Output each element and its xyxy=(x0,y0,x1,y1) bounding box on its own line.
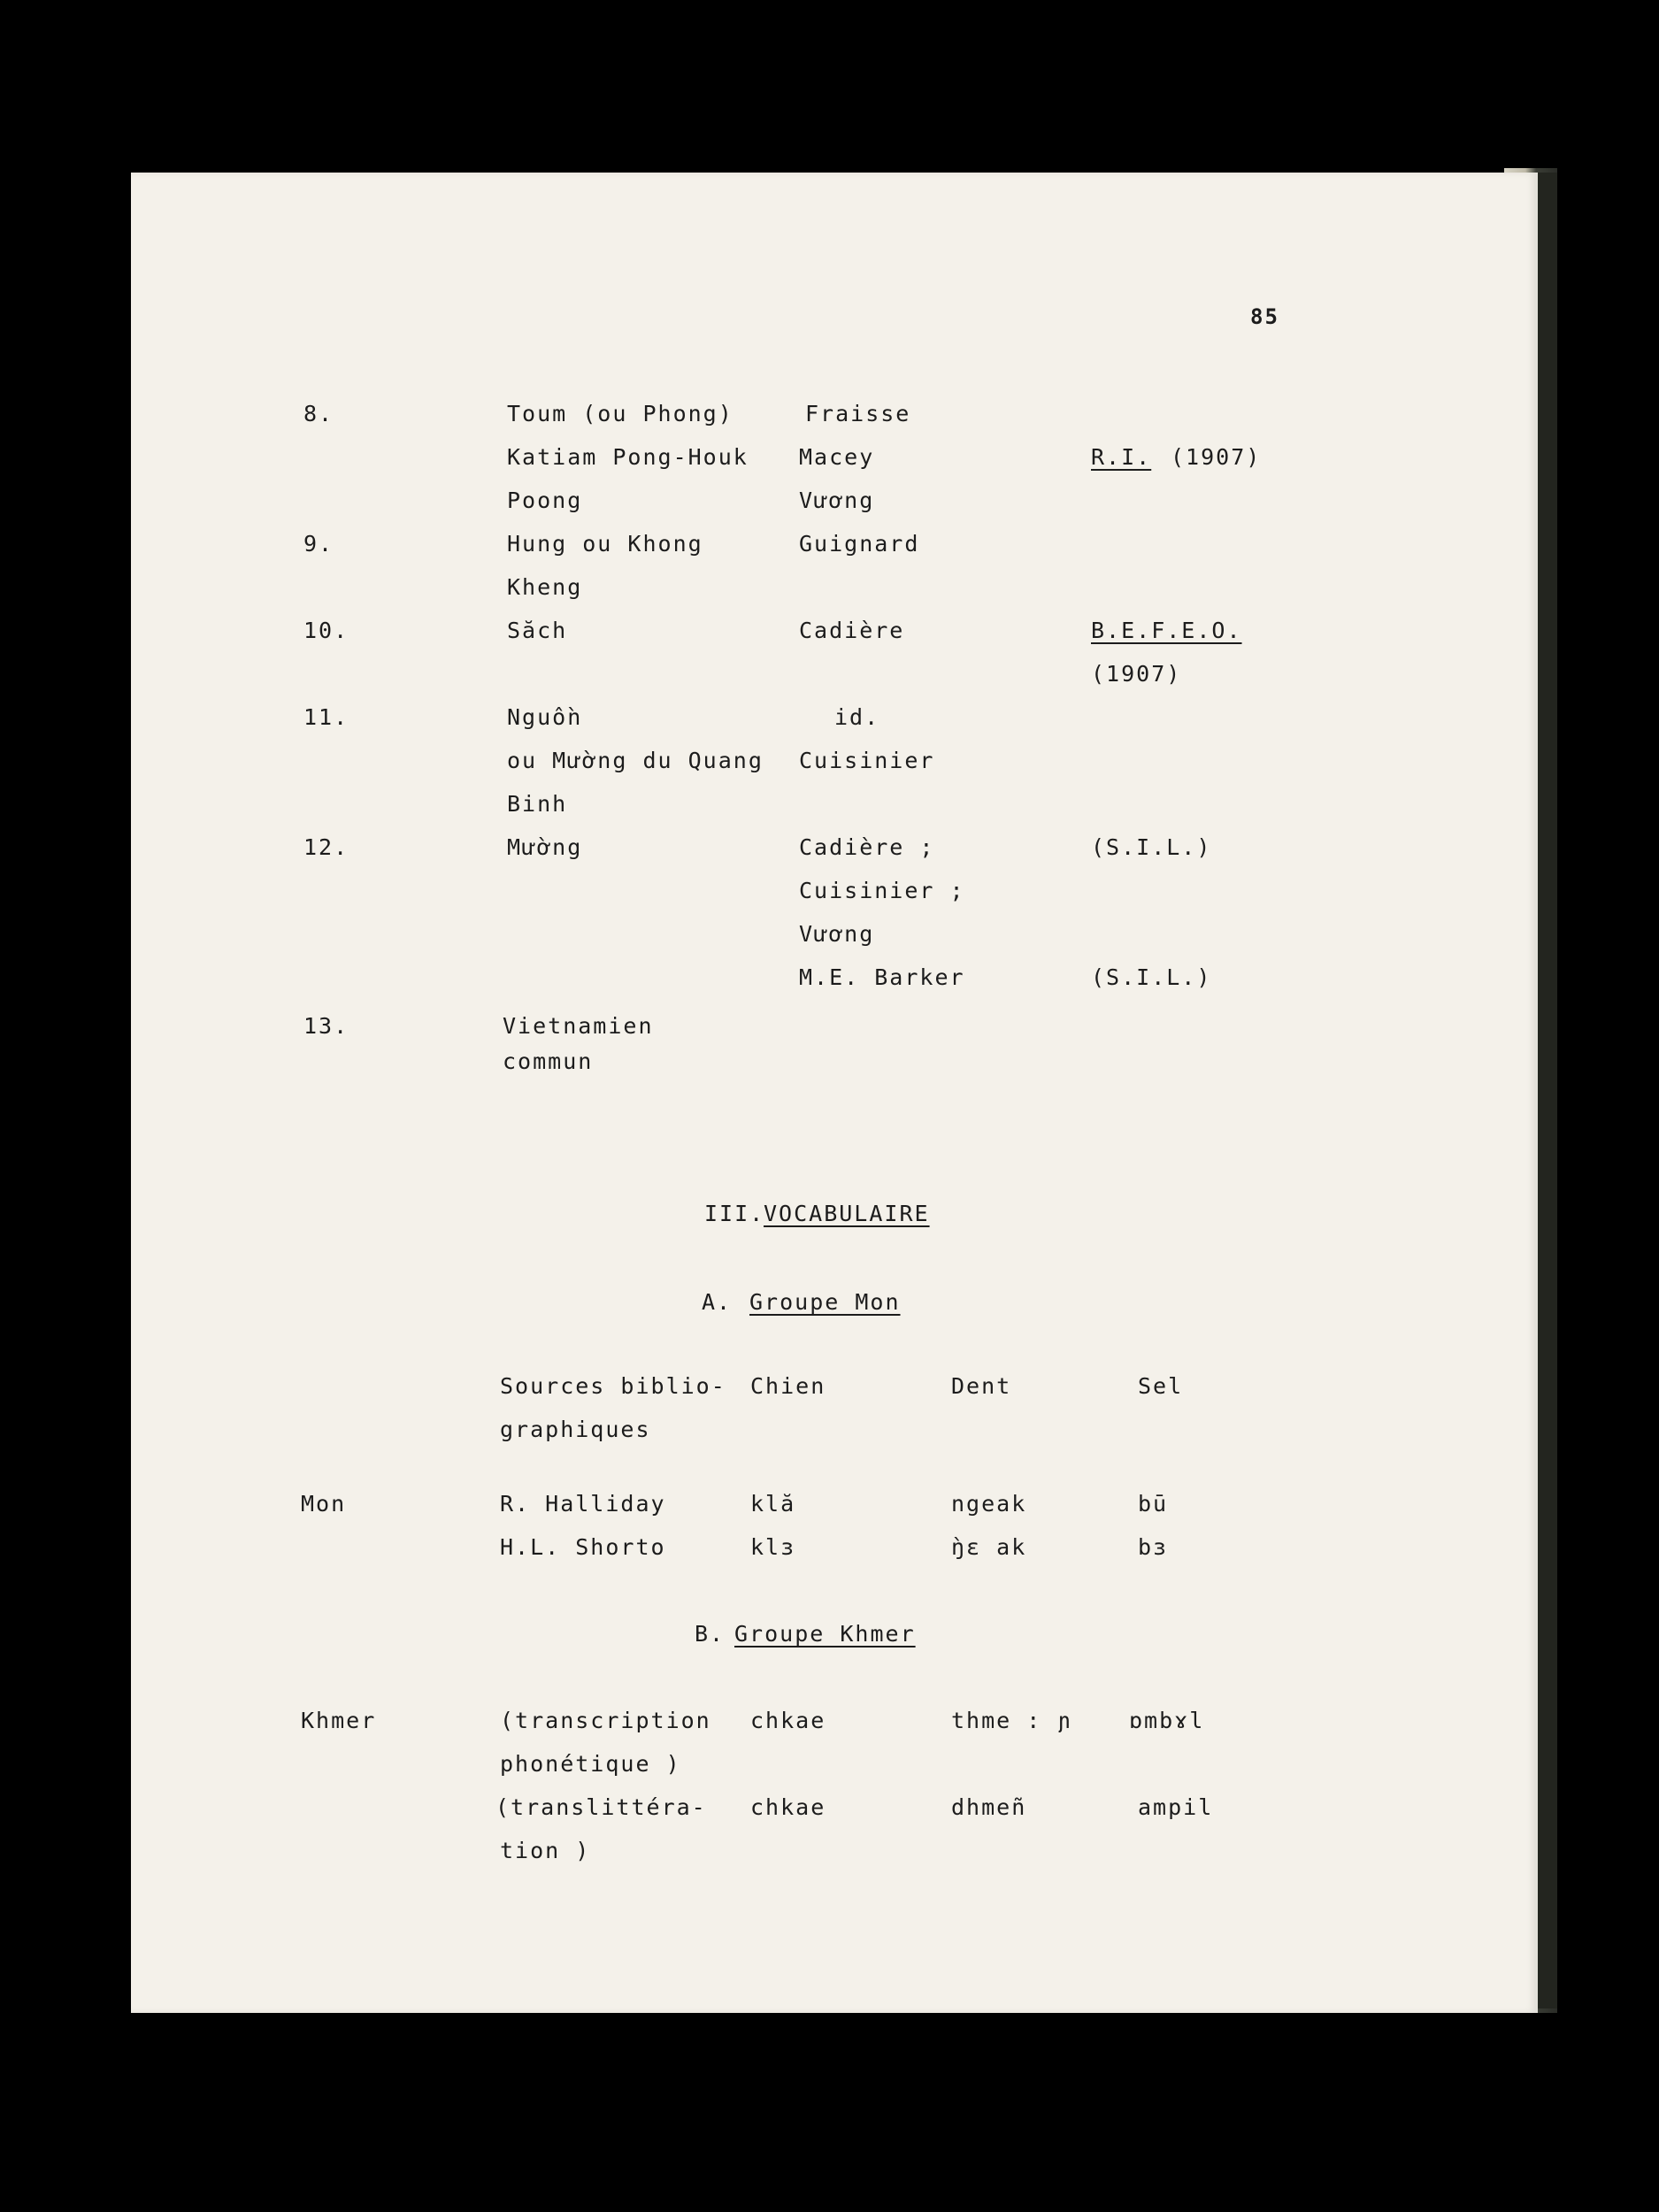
entry-language: commun xyxy=(503,1048,594,1074)
section-prefix: III. xyxy=(704,1201,765,1226)
table-row-sel: ampil xyxy=(1138,1794,1214,1820)
table-row-source: (transcription xyxy=(500,1708,711,1733)
entry-number: 10. xyxy=(303,618,349,643)
entry-number: 11. xyxy=(303,704,349,730)
page-number: 85 xyxy=(1250,304,1279,329)
table-row-source: R. Halliday xyxy=(500,1491,666,1517)
subsection-prefix: A. xyxy=(702,1289,733,1315)
subsection-title: Groupe Khmer xyxy=(734,1621,916,1647)
header-dent: Dent xyxy=(951,1373,1012,1399)
table-row-chien: chkae xyxy=(750,1794,826,1820)
table-row-sel: bɜ xyxy=(1138,1534,1169,1560)
entry-reference: (S.I.L.) xyxy=(1091,964,1212,990)
entry-source: Cuisinier ; xyxy=(799,878,965,903)
table-row-chien: klɜ xyxy=(750,1534,796,1560)
entry-language: Vietnamien xyxy=(503,1013,654,1039)
entry-number: 9. xyxy=(303,531,334,557)
table-row-chien: klă xyxy=(750,1491,796,1517)
entry-source: M.E. Barker xyxy=(799,964,965,990)
table-row-dent: dhmeñ xyxy=(951,1794,1027,1820)
entry-language: ou Mường du Quang xyxy=(507,748,764,773)
entry-language: Mường xyxy=(507,834,583,860)
table-row-source: (translittéra- xyxy=(495,1794,707,1820)
entry-number: 13. xyxy=(303,1013,349,1039)
entry-source: id. xyxy=(834,704,880,730)
entry-language: Katiam Pong-Houk xyxy=(507,444,749,470)
entry-source: Cadière ; xyxy=(799,834,935,860)
entry-reference-year: (1907) xyxy=(1171,444,1262,470)
table-row-source: tion ) xyxy=(500,1838,591,1863)
table-row-source: phonétique ) xyxy=(500,1751,681,1777)
entry-reference: B.E.F.E.O. xyxy=(1091,618,1242,643)
table-row-sel: ɒmbɤl xyxy=(1129,1708,1205,1733)
entry-reference: R.I. xyxy=(1091,444,1152,470)
entry-source: Vương xyxy=(799,921,875,947)
entry-language: Kheng xyxy=(507,574,583,600)
header-sources: Sources biblio- xyxy=(500,1373,726,1399)
header-chien: Chien xyxy=(750,1373,826,1399)
table-row-dent: thme : ɲ xyxy=(951,1708,1072,1733)
entry-language: Binh xyxy=(507,791,568,817)
entry-language: Poong xyxy=(507,488,583,513)
table-row-dent: ŋ̀ɛ ak xyxy=(951,1534,1027,1560)
table-row-language: Khmer xyxy=(301,1708,377,1733)
table-row-language: Mon xyxy=(301,1491,347,1517)
entry-language: Hung ou Khong xyxy=(507,531,703,557)
entry-source: Cadière xyxy=(799,618,905,643)
entry-language: Săch xyxy=(507,618,568,643)
entry-source: Vương xyxy=(799,488,875,513)
entry-source: Cuisinier xyxy=(799,748,935,773)
entry-number: 12. xyxy=(303,834,349,860)
section-title: VOCABULAIRE xyxy=(764,1201,930,1226)
subsection-prefix: B. xyxy=(695,1621,726,1647)
table-row-source: H.L. Shorto xyxy=(500,1534,666,1560)
book-cover-edge xyxy=(1538,173,1557,2008)
entry-number: 8. xyxy=(303,401,334,426)
entry-language: Toum (ou Phong) xyxy=(507,401,733,426)
table-row-chien: chkae xyxy=(750,1708,826,1733)
entry-source: Fraisse xyxy=(805,401,911,426)
document-page xyxy=(131,173,1538,2013)
table-row-sel: bū xyxy=(1138,1491,1169,1517)
header-sources: graphiques xyxy=(500,1417,651,1442)
header-sel: Sel xyxy=(1138,1373,1184,1399)
subsection-title: Groupe Mon xyxy=(749,1289,901,1315)
entry-source: Guignard xyxy=(799,531,920,557)
entry-source: Macey xyxy=(799,444,875,470)
entry-reference-year: (1907) xyxy=(1091,661,1182,687)
entry-language: Nguồn xyxy=(507,704,583,730)
table-row-dent: ngeak xyxy=(951,1491,1027,1517)
entry-reference: (S.I.L.) xyxy=(1091,834,1212,860)
